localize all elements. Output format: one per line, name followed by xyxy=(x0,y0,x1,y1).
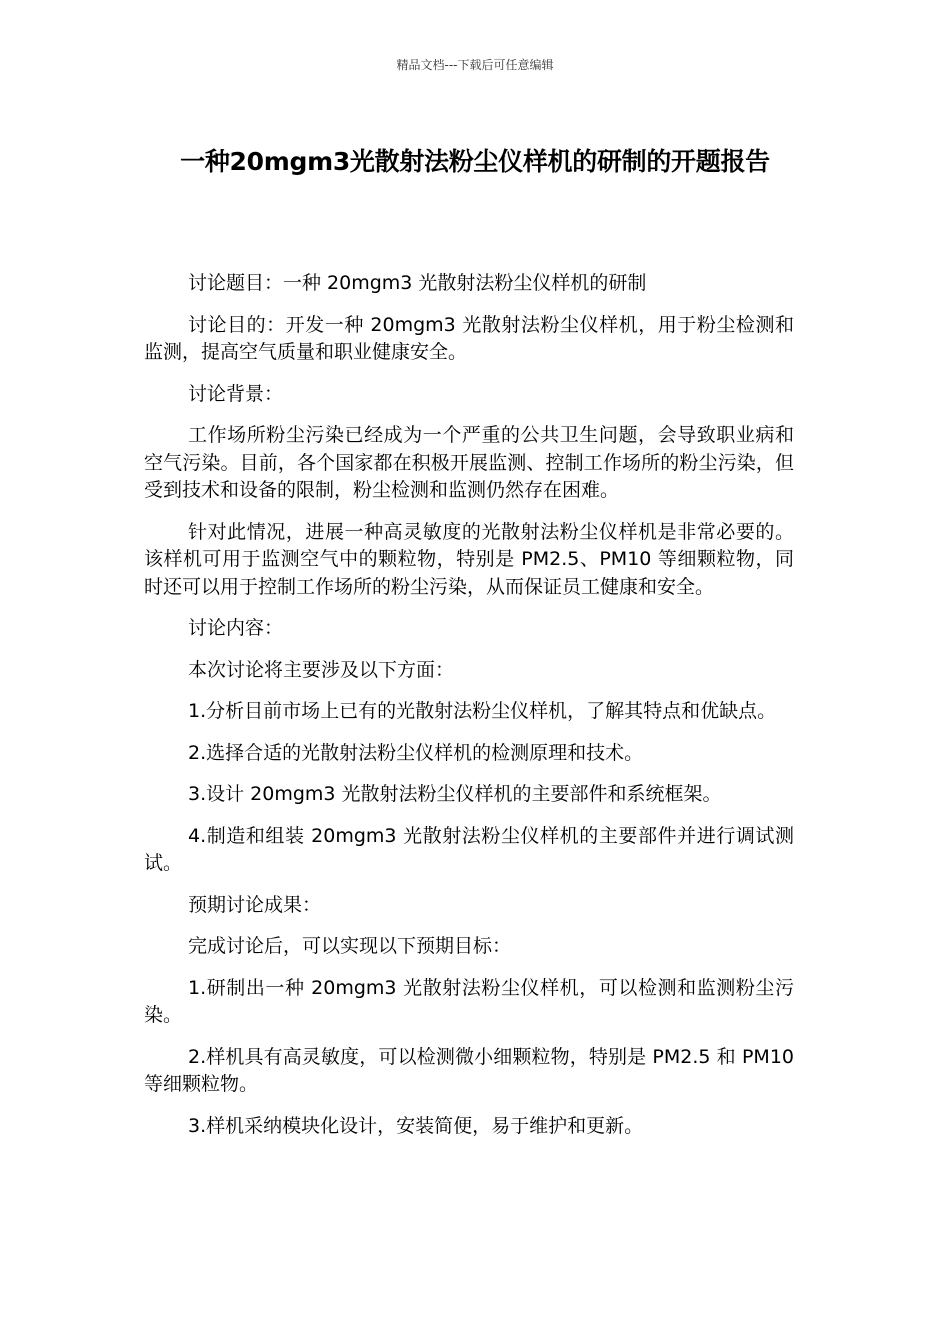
heading-results: 预期讨论成果： xyxy=(188,893,322,916)
paragraph-content-intro: 本次讨论将主要涉及以下方面： xyxy=(188,658,455,681)
page-header: 精品文档---下载后可任意编辑 xyxy=(396,58,554,72)
list-item-result-3: 3.样机采纳模块化设计，安装简便，易于维护和更新。 xyxy=(188,1114,644,1137)
heading-content: 讨论内容： xyxy=(188,617,284,639)
list-item-content-3: 3.设计 20mgm3 光散射法粉尘仪样机的主要部件和系统框架。 xyxy=(188,783,722,805)
list-item-result-1: 1.研制出一种 20mgm3 光散射法粉尘仪样机，可以检测和监测粉尘污染。 xyxy=(144,976,794,1026)
list-item-content-4: 4.制造和组装 20mgm3 光散射法粉尘仪样机的主要部件并进行调试测试。 xyxy=(144,824,794,874)
heading-background: 讨论背景： xyxy=(188,382,284,405)
paragraph-topic: 讨论题目：一种 20mgm3 光散射法粉尘仪样机的研制 xyxy=(188,272,647,294)
document-title: 一种20mgm3光散射法粉尘仪样机的研制的开题报告 xyxy=(180,147,770,176)
document-body xyxy=(144,270,794,1154)
paragraph-purpose: 讨论目的：开发一种 20mgm3 光散射法粉尘仪样机，用于粉尘检测和监测，提高空气质量和职业健康安全。 xyxy=(144,313,794,363)
list-item-content-1: 1.分析目前市场上已有的光散射法粉尘仪样机，了解其特点和优缺点。 xyxy=(188,700,777,722)
paragraph-background-2: 针对此情况，进展一种高灵敏度的光散射法粉尘仪样机是非常必要的。该样机可用于监测空气中的颗粒物，特别是 PM2.5、PM10 等细颗粒物，同时还可以用于控制工作场所的粉尘污染，从而保证员工健康和安全。 xyxy=(144,520,794,598)
list-item-result-2: 2.样机具有高灵敏度，可以检测微小细颗粒物，特别是 PM2.5 和 PM10 等细颗粒物。 xyxy=(144,1045,794,1095)
list-item-content-2: 2.选择合适的光散射法粉尘仪样机的检测原理和技术。 xyxy=(188,741,644,764)
paragraph-results-intro: 完成讨论后，可以实现以下预期目标： xyxy=(188,935,512,957)
paragraph-background-1: 工作场所粉尘污染已经成为一个严重的公共卫生问题，会导致职业病和空气污染。目前，各个国家都在积极开展监测、控制工作场所的粉尘污染，但受到技术和设备的限制，粉尘检测和监测仍然存在困难。 xyxy=(144,424,794,501)
